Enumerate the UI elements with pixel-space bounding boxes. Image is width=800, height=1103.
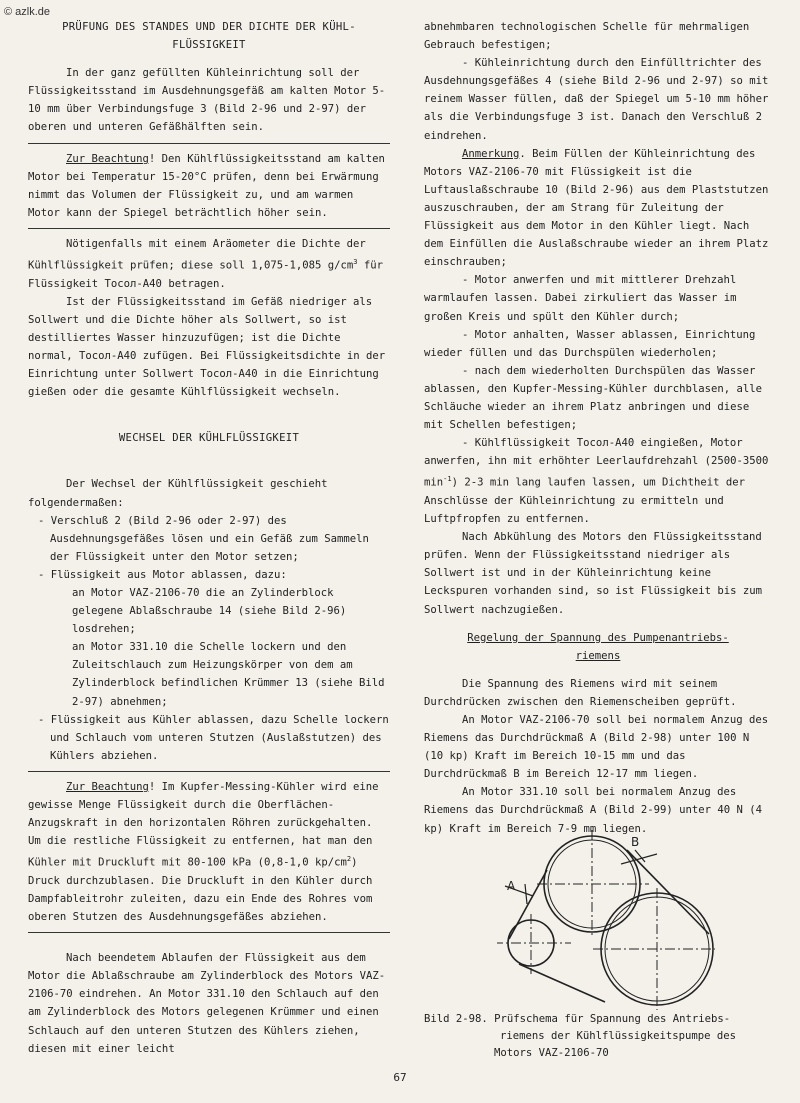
note-text: ! Den Kühlflüssigkeitsstand am kalten Motor bei Temperatur 15-20°C prüfen, denn bei Erwärmung nimmt das Volumen der Flüssigkeit zu, und am warmen Motor kann der Spiegel beträchtlich höher sein. (28, 152, 385, 219)
left-column (28, 18, 390, 1058)
paragraph: Der Wechsel der Kühlflüssigkeit geschieht folgendermaßen: (28, 478, 328, 509)
divider (28, 228, 390, 229)
right-column (424, 18, 772, 838)
note-label: Zur Beachtung (66, 780, 149, 793)
heading-line: FLÜSSIGKEIT (172, 39, 246, 52)
list-item: - Flüssigkeit aus Kühler ablassen, dazu Schelle lockern und Schlauch vom unteren Stutzen (Auslaßstutzen) des Kühlers abziehen. (38, 713, 389, 762)
paragraph: An Motor 331.10 soll bei normalem Anzug des Riemens das Durchdrückmaß A (Bild 2-99) unter 40 N (4 kp) Kraft im Bereich 7-9 mm liegen. (424, 786, 763, 835)
divider (28, 932, 390, 933)
list-subitem: an Motor 331.10 die Schelle lockern und den Zuleitschlauch zum Heizungskörper von dem am Zylinderblock befindlichen Krümmer 13 (siehe Bild 2-97) abnehmen; (72, 641, 385, 708)
note-text: ! Im Kupfer-Messing-Kühler wird eine gewisse Menge Flüssigkeit durch die Oberflächen-Anzugskraft in den horizontalen Röhren zurückgehalten. Um die restliche Flüssigkeit zu entfernen, hat man den Kühler mit Druckluft mit 80-100 kPa (0,8-1,0 kp/cm (28, 780, 379, 869)
paragraph: Nach beendetem Ablaufen der Flüssigkeit aus dem Motor die Ablaßschraube am Zylinderblock des Motors VAZ-2106-70 eindrehen. An Motor 331.10 den Schlauch auf den am Zylinderblock des Motors gelegenen Krümmer und einen Schlauch auf den unteren Stutzen des Kühlers ziehen, diesen mit einer leicht (28, 952, 386, 1055)
paragraph: Die Spannung des Riemens wird mit seinem Durchdrücken zwischen den Riemenscheiben geprüft. (424, 677, 737, 708)
paragraph-text: Nötigenfalls mit einem Aräometer die Dichte der Kühlflüssigkeit prüfen; diese soll 1,075-1,085 g/cm (28, 237, 366, 272)
list-item: - Motor anhalten, Wasser ablassen, Einrichtung wieder füllen und das Durchspülen wiederholen; (424, 328, 756, 359)
note-paragraph (28, 778, 390, 926)
list-item-text: - Kühlflüssigkeit Тосол-А40 eingießen, Motor anwerfen, ihn mit erhöhter Leerlaufdrehzahl (2500-3500 min (424, 437, 769, 489)
divider (28, 771, 390, 772)
remark-paragraph (424, 145, 772, 272)
caption-line: riemens der Kühlflüssigkeitspumpe des (500, 1030, 736, 1042)
section-heading-density (28, 18, 390, 54)
superscript: 2 (346, 855, 352, 864)
list-item: - nach dem wiederholten Durchspülen das Wasser ablassen, den Kupfer-Messing-Kühler durchblasen, alle Schläuche wieder an ihrem Platz anbringen und diese mit Schellen befestigen; (424, 364, 763, 432)
paragraph: Ist der Flüssigkeitsstand im Gefäß niedriger als Sollwert und die Dichte höher als Sollwert, so ist destilliertes Wasser hinzuzufügen; ist die Dichte normal, Тосол-А40 zufügen. Bei Flüssigkeitsdichte in der Einrichtung unter Sollwert Тосол-А40 in die Einrichtung gießen oder die gesamte Kühlflüssigkeit wechseln. (28, 295, 386, 399)
label-a: A (507, 879, 516, 893)
list-item-text: ) 2-3 min lang laufen lassen, um Dichtheit der Anschlüsse der Kühleinrichtung zu ermitteln und Luftpfropfen zu entfernen. (424, 476, 745, 526)
list-item: - Kühleinrichtung durch den Einfülltrichter des Ausdehnungsgefäßes 4 (siehe Bild 2-96 und 2-97) so mit reinem Wasser füllen, daß der Spiegel um 5-10 mm höher als die Verbindungsfuge 3 ist. Danach den Verschluß 2 eindrehen. (424, 57, 769, 142)
paragraph: In der ganz gefüllten Kühleinrichtung soll der Flüssigkeitsstand im Ausdehnungsgefäß am kalten Motor 5-10 mm über Verbindungsfuge 3 (Bild 2-96 und 2-97) der oberen und unteren Gefäßhälften sein. (28, 67, 386, 134)
section-heading-change: WECHSEL DER KÜHLFLÜSSIGKEIT (118, 432, 300, 445)
list-item (424, 434, 772, 528)
note-text: ) Druck durchzublasen. Die Druckluft in den Kühler durch Dampfableitrohr zuleiten, dazu ein Ende des Rohres vom oberen Stutzen des Ausdehnungsgefäßes abziehen. (28, 856, 373, 924)
remark-text: . Beim Füllen der Kühleinrichtung des Motors VAZ-2106-70 mit Flüssigkeit ist die Luftauslaßschraube 10 (Bild 2-96) aus dem Plaststutzen auszuschrauben, der am Strang für Zuleitung der Flüssigkeit aus dem Motor in den Kühler liegt. Nach dem Einfüllen die Auslaßschraube wieder an ihrem Platz einschrauben; (424, 147, 769, 269)
caption-line: Bild 2-98. Prüfschema für Spannung des Antriebs- (424, 1013, 731, 1025)
superscript: 3 (353, 258, 358, 267)
paragraph: An Motor VAZ-2106-70 soll bei normalem Anzug des Riemens das Durchdrückmaß A (Bild 2-98) unter 100 N (10 kp) Kraft im Bereich 10-15 mm und das Durchdrückmaß B im Bereich 12-17 mm liegen. (424, 714, 769, 781)
list-item: - Flüssigkeit aus Motor ablassen, dazu: (38, 568, 287, 581)
list-item: - Verschluß 2 (Bild 2-96 oder 2-97) des Ausdehnungsgefäßes lösen und ein Gefäß zum Sammeln der Flüssigkeit unter den Motor setzen; (38, 514, 369, 563)
note-paragraph (28, 150, 390, 222)
list-subitem: an Motor VAZ-2106-70 die an Zylinderblock gelegene Ablaßschraube 14 (siehe Bild 2-96) losdrehen; (72, 586, 347, 636)
divider (28, 143, 390, 144)
heading-line: PRÜFUNG DES STANDES UND DER DICHTE DER KÜHL- (62, 21, 356, 33)
figure-caption (424, 1011, 784, 1062)
page-number: 67 (393, 1071, 407, 1084)
list-item: - Motor anwerfen und mit mittlerer Drehzahl warmlaufen lassen. Dabei zirkuliert das Wasser im großen Kreis und spült den Kühler durch; (424, 274, 737, 323)
belt-segment (519, 964, 605, 1002)
superscript: -1 (443, 475, 452, 484)
section-heading-belt (424, 629, 772, 665)
label-b: B (631, 835, 640, 849)
note-label: Zur Beachtung (66, 152, 149, 165)
belt-tension-diagram (497, 826, 717, 1011)
caption-line: Motors VAZ-2106-70 (494, 1047, 609, 1059)
paragraph (28, 235, 390, 293)
paragraph-text: für Flüssigkeit Тосол-А40 betragen. (28, 259, 384, 290)
heading-line: riemens (575, 649, 621, 662)
heading-line: Regelung der Spannung des Pumpenantriebs- (467, 631, 729, 644)
paragraph: abnehmbaren technologischen Schelle für mehrmaligen Gebrauch befestigen; (424, 21, 750, 52)
paragraph: Nach Abkühlung des Motors den Flüssigkeitsstand prüfen. Wenn der Flüssigkeitsstand niedriger als Sollwert ist und in der Kühleinrichtung keine Leckspuren vorhanden sind, so ist Flüssigkeit bis zum Sollwert nachzugießen. (424, 531, 763, 616)
remark-label: Anmerkung (462, 147, 520, 160)
watermark: © azlk.de (4, 6, 51, 18)
